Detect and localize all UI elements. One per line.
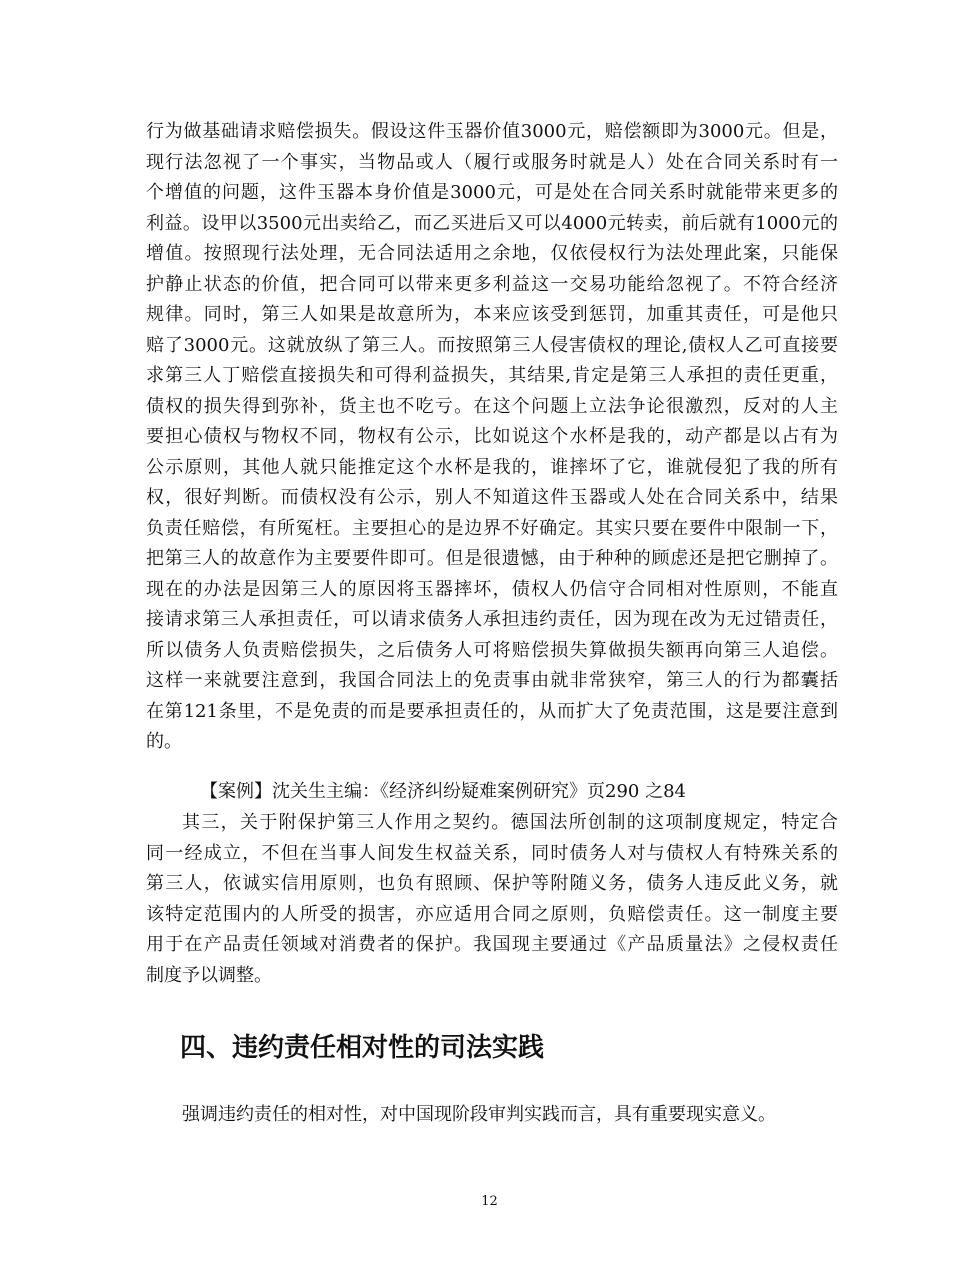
- body-text-line: 利益。设甲以3500元出卖给乙，而乙买进后又可以4000元转卖，前后就有1000元的: [146, 212, 838, 234]
- body-text-line: 赔了3000元。这就放纵了第三人。而按照第三人侵害债权的理论,债权人乙可直接要: [146, 334, 838, 356]
- body-text-line: 现在的办法是因第三人的原因将玉器摔坏，债权人仍信守合同相对性原则，不能直: [146, 578, 838, 600]
- body-text-line: 增值。按照现行法处理，无合同法适用之余地，仅依侵权行为法处理此案，只能保: [146, 243, 838, 264]
- body-text-line: 公示原则，其他人就只能推定这个水杯是我的，谁摔坏了它，谁就侵犯了我的所有: [146, 456, 838, 478]
- body-text-line: 把第三人的故意作为主要要件即可。但是很遗憾，由于种种的顾虑还是把它删掉了。: [146, 548, 838, 569]
- body-text-line: 所以债务人负责赔偿损失，之后债务人可将赔偿损失算做损失额再向第三人追偿。: [146, 639, 838, 661]
- body-text-line: 其三，关于附保护第三人作用之契约。德国法所创制的这项制度规定，特定合: [182, 812, 838, 833]
- section-intro-text: 强调违约责任的相对性，对中国现阶段审判实践而言，具有重要现实意义。: [182, 1104, 776, 1125]
- section-heading: 四、违约责任相对性的司法实践: [180, 1033, 545, 1063]
- body-text-line: 债权的损失得到弥补，货主也不吃亏。在这个问题上立法争论很激烈，反对的人主: [146, 395, 838, 417]
- body-text-line: 制度予以调整。: [146, 964, 272, 986]
- case-citation: 【案例】沈关生主编：《经济纠纷疑难案例研究》页290 之84: [200, 781, 686, 802]
- body-text-line: 同一经成立，不但在当事人间发生权益关系，同时债务人对与债权人有特殊关系的: [146, 842, 838, 864]
- body-text-line: 接请求第三人承担责任，可以请求债务人承担违约责任，因为现在改为无过错责任，: [146, 609, 838, 630]
- body-text-line: 在第121条里，不是免责的而是要承担责任的，从而扩大了免责范围，这是要注意到: [146, 700, 838, 722]
- body-text-line: 负责任赔偿，有所冤枉。主要担心的是边界不好确定。其实只要在要件中限制一下，: [146, 517, 838, 539]
- body-text-line: 用于在产品责任领域对消费者的保护。我国现主要通过《产品质量法》之侵权责任: [146, 934, 838, 955]
- body-text-line: 现行法忽视了一个事实，当物品或人（履行或服务时就是人）处在合同关系时有一: [146, 151, 838, 173]
- body-text-line: 该特定范围内的人所受的损害，亦应适用合同之原则，负赔偿责任。这一制度主要: [146, 903, 838, 925]
- body-text-line: 行为做基础请求赔偿损失。假设这件玉器价值3000元，赔偿额即为3000元。但是，: [146, 121, 838, 142]
- body-text-line: 护静止状态的价值，把合同可以带来更多利益这一交易功能给忽视了。不符合经济: [146, 273, 838, 295]
- body-text-line: 权，很好判断。而债权没有公示，别人不知道这件玉器或人处在合同关系中，结果: [146, 487, 838, 508]
- body-text-line: 第三人，依诚实信用原则，也负有照顾、保护等附随义务，债务人违反此义务，就: [146, 873, 838, 894]
- body-text-line: 的。: [146, 731, 182, 752]
- body-text-line: 规律。同时，第三人如果是故意所为，本来应该受到惩罚，加重其责任，可是他只: [146, 304, 838, 325]
- page-number: 12: [481, 1194, 498, 1209]
- body-text-line: 这样一来就要注意到，我国合同法上的免责事由就非常狭窄，第三人的行为都囊括: [146, 670, 838, 691]
- body-text-line: 求第三人丁赔偿直接损失和可得利益损失，其结果,肯定是第三人承担的责任更重，: [146, 365, 838, 386]
- body-text-line: 个增值的问题，这件玉器本身价值是3000元，可是处在合同关系时就能带来更多的: [146, 182, 838, 203]
- body-text-line: 要担心债权与物权不同，物权有公示，比如说这个水杯是我的，动产都是以占有为: [146, 426, 838, 447]
